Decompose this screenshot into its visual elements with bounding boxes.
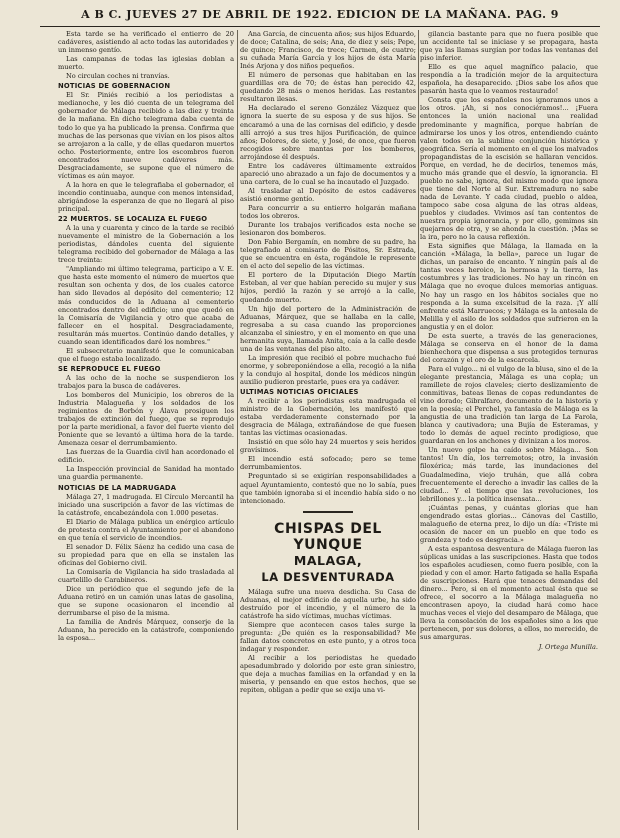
paragraph: Insistió en que sólo hay 24 muertos y seis heridos gravísimos. bbox=[240, 438, 416, 455]
paragraph: Don Fabio Bergamín, en nombre de su padre, ha telegrafiado al comisario de Pósitos, Sr. Estrada, que se encuentra en ésta, rogándole le represente en el acto del sepelio de las víctimas. bbox=[240, 238, 416, 271]
paragraph: gilancia bastante para que no fuera posible que un accidente tal se iniciase y se propagara, hasta que ya las llamas surgían por todas las ventanas del piso inferior. bbox=[420, 30, 598, 63]
section-heading: NOTICIAS DE LA MADRUGADA bbox=[58, 483, 177, 492]
column-separator bbox=[237, 30, 238, 830]
paragraph: El subsecretario manifestó que le comunicaban que el fuego estaba localizado. bbox=[58, 346, 234, 363]
section-heading: 22 MUERTOS. SE LOCALIZA EL FUEGO bbox=[58, 215, 208, 224]
section-heading: SE REPRODUCE EL FUEGO bbox=[58, 364, 161, 373]
paragraph: A la una y cuarenta y cinco de la tarde se recibió nuevamente el ministro de la Gobernación a los periodistas, dándoles cuenta del siguiente telegrama recibido del gobernador de Málaga a las trece treinta: bbox=[58, 224, 234, 265]
paragraph: Esta tarde se ha verificado el entierro de 20 cadáveres, asistiendo al acto todas las autoridades y un inmenso gentío. bbox=[58, 30, 234, 55]
ornament-divider bbox=[240, 508, 416, 516]
paragraph: Consta que los españoles nos ignoramos unos a los otros. ¡Ah, si nos conociéramos!... ¡Fuera entonces la unión nacional una realidad predominante y magnífica, porque habrían de admirarse los unos y los otros, entendiendo cuánto valen todos en la sublime conjunción histórica y geográfica. Sería el momento en el que los malvados propagandistas de la escisión se hallaran vencidos. Porque, en verdad, he de decirlos, tenemos más, mucho más grande que el desvío, la ignorancia. El pueblo no sabe, ignora, del mismo modo que ignora que tiene del Norte al Sur. Extremadura no sabe nada de Levante. Y cada ciudad, pueblo o aldea, tampoco sabe cosa alguna de las otras aldeas, pueblos y ciudades. Vivimos así tan contentos de nuestra propia ignorancia, y por ello, gemimos sin quejarnos de otra, y se ahonda la cuestión. ¡Mas se la ira, pero no la causa reflexión. bbox=[420, 96, 598, 242]
paragraph: A la hora en que le telegrafiaba el gobernador, el incendio continuaba, aunque con menos intensidad, abrigándose la esperanza de que no llegará al piso principal. bbox=[58, 180, 234, 213]
paragraph: ¡Cuántas penas, y cuántas glorias que han engendrado estas glorias... Cánovas del Castillo, malagueño de eterna prez, lo dijo un día: «Triste mi ocasión de nacer en un pueblo en que todo es grandeza y todo es desgracia.» bbox=[420, 503, 598, 544]
paragraph: A recibir a los periodistas esta madrugada el ministro de la Gobernación, les manifestó que estaba verdaderamente consternado por la desgracia de Málaga, extrañándose de que fuesen tantas las víctimas ocasionadas. bbox=[240, 397, 416, 438]
paragraph: Las campanas de todas las iglesias doblan a muerto. bbox=[58, 55, 234, 72]
paragraph: El número de personas que habitaban en las guardillas era de 70; de éstas han perecido 42, quedando 28 más o menos heridas. Las restantes resultaron ilesas. bbox=[240, 71, 416, 104]
header-rule bbox=[40, 26, 600, 27]
article-headline: CHISPAS DEL YUNQUE bbox=[274, 520, 382, 553]
paragraph: El incendio está sofocado; pero se teme derrumbamientos. bbox=[240, 455, 416, 472]
paragraph: La Comisaría de Vigilancia ha sido trasladada al cuartelillo de Carabineros. bbox=[58, 568, 234, 585]
paragraph: Ha declarado el sereno González Vázquez que ignora la suerte de su esposa y de sus hijos. Se encaramó a una de las cornisas del edificio, y desde allí arrojó a sus tres hijos Purificación, de quince años; Dolores, de siete, y José, de once, que fueron recogidos sobre mantas por los bomberos, arrojándose él después. bbox=[240, 104, 416, 161]
paragraph: Los bomberos del Municipio, los obreros de la Industria Malagueña y los soldados de los regimientos de Borbón y Álava prosiguen los trabajos de extinción del fuego, que se reprodujo por la parte meridional, a favor del fuerte viento del Poniente que se levantó a última hora de la tarde. Amenaza cesar el derrumbamiento. bbox=[58, 391, 234, 448]
article-headline: LA DESVENTURADA bbox=[261, 569, 395, 584]
paragraph: La impresión que recibió el pobre muchacho fué enorme, y sobreponiéndose a ella, recogió a la niña y la condujo al hospital, donde los médicos ningún auxilio pudieron prestarle, pues era ya cadáver. bbox=[240, 353, 416, 386]
paragraph: El Sr. Piniés recibió a los periodistas a medianoche, y les dió cuenta de un telegrama del gobernador de Málaga recibido a las diez y treinta de la mañana. En dicho telegrama daba cuenta de todo lo que ya ha publicado la prensa. Confirma que muchas de las personas que vivían en los pisos altos se arrojaron a la calle, y de ellas quedaron muertos ocho. Posteriormente, entre los escombros fueron encontrados nueve cadáveres más. Desgraciadamente, se supone que el número de víctimas es aún mayor. bbox=[58, 91, 234, 180]
paragraph: Preguntado si se exigirían responsabilidades a aquel Ayuntamiento, contestó que no lo sabía, pues que también ignoraba si el incendio había sido o no intencionado. bbox=[240, 472, 416, 505]
paragraph: Esta signifies que Málaga, la llamada en la canción «Málaga, la bella», parece un lugar de dichas, un paraíso de encanto. Y ningún país al de tantas veces heroico, la hermosa y la tierra, las costumbres y las tradiciones. No hay un rincón en Málaga que no evoque dulces memorias antiguas. No hay un rasgo en los hábitos sociales que no responda a la suma excelsitud de la raza. ¡Y allí enfrente está Marruecos; y Málaga es la antesala de Melilla y el asilo de los soldados que sufrieron en la angustia y en el dolor. bbox=[420, 242, 598, 331]
paragraph: Durante los trabajos verificados esta noche se lesionaron dos bomberos. bbox=[240, 221, 416, 238]
paragraph: De esta suerte, a través de las generaciones, Málaga se conserva en el honor de la dama bienhechora que dispensa a sus protegidos ternuras del corazón y el oro de la escarcela. bbox=[420, 331, 598, 364]
paragraph: Para concurrir a su entierro holgarán mañana todos los obreros. bbox=[240, 203, 416, 221]
ornament-line bbox=[303, 511, 353, 513]
paragraph: Málaga sufre una nueva desdicha. Su Casa de Aduanas, el mejor edificio de aquella urbe, ha sido destruído por el incendio, y el número de la catástrofe ha sido víctimas, muchas víctimas. bbox=[240, 587, 416, 620]
paragraph: El Diario de Málaga publica un enérgico artículo de protesta contra el Ayuntamiento por el abandono en que tenía el servicio de incendios. bbox=[58, 517, 234, 542]
paragraph: Las fuerzas de la Guardia civil han acordonado el edificio. bbox=[58, 448, 234, 465]
paragraph: Un nuevo golpe ha caído sobre Málaga... Son tantos! Un día, los terremotos; otro, la invasión filoxérica; más tarde, las inundaciones del Guadalmedina, viejo truhán, que allá cobra frecuentemente el derecho a invadir las calles de la ciudad... Y el tiempo que las revoluciones, los lebrillones y... la política insensata... bbox=[420, 446, 598, 503]
paragraph: A las ocho de la noche se suspendieron los trabajos para la busca de cadáveres. bbox=[58, 373, 234, 390]
section-heading: ULTIMAS NOTICIAS OFICIALES bbox=[240, 388, 359, 397]
paragraph: Ello es que aquel magnífico palacio, que respondía a la tradición mejor de la arquitectura española, ha desaparecido. ¡Dios sabe los años que pasarán hasta que lo veamos restaurado! bbox=[420, 63, 598, 96]
paragraph: El senador D. Félix Sáenz ha cedido una casa de su propiedad para que en ella se instalen las oficinas del Gobierno civil. bbox=[58, 542, 234, 567]
paragraph: Al trasladar al Depósito de estos cadáveres asistió enorme gentío. bbox=[240, 186, 416, 203]
paragraph: "Ampliando mi último telegrama, participo a V. E. que hasta este momento el número de muertos que resultan son ochenta y dos, de los cuales catorce han sido llevados al depósito del cementerio; 12 más conducidos de la Aduana al cementerio encontrados dentro del edificio; uno que quedó en la Comisaría de Vigilancia y otro que acaba de fallecer en el hospital. Desgraciadamente, resultarán más muertos. Continúo dando detalles, y cuando sean identificados daré los nombres." bbox=[58, 265, 234, 346]
paragraph: Siempre que acontecen casos tales surge la pregunta: ¿De quién es la responsabilidad? Me fallan datos concretos en este punto, y a otros toca indagar y responder. bbox=[240, 620, 416, 654]
paragraph: A esta espantosa desventura de Málaga fueron las súplicas unidas a las suscripciones. Hasta que todos los españoles acudiesen, como fuera posible, con la piedad y con el amor. Harto fatigada se halla España de suscripciones. Hará que tenaces demandas del dinero... Pero, si en el momento actual ésta que se ofrece, el socorro a la Málaga malagueña no encontrasen apoyo, la ciudad hará como hace muchas veces el viejo del desamparo de Málaga, que lleva la consolación de los españoles sino a los que pertenecen, por sus dolores, a ellos, no merecido, de sus amarguras. bbox=[420, 544, 598, 642]
paragraph: Dice un periódico que el segundo jefe de la Aduana retiró en un camión unas latas de gasolina, que se supone ocasionaron el incendio al derrumbarse el piso de la misma. bbox=[58, 585, 234, 618]
column-3 bbox=[420, 30, 598, 830]
paragraph: Málaga 27, 1 madrugada. El Círculo Mercantil ha iniciado una suscripción a favor de las víctimas de la catástrofe, encabezándola con 1.000 pesetas. bbox=[58, 492, 234, 517]
author-signature: J. Ortega Munilla. bbox=[538, 642, 598, 651]
section-heading: NOTICIAS DE GOBERNACION bbox=[58, 82, 171, 91]
paragraph: El portero de la Diputación Diego Martín Esteban, al ver que habían perecido su mujer y sus hijos, perdió la razón y se arrojó a la calle, quedando muerto. bbox=[240, 271, 416, 304]
paragraph: Al recibir a los periodistas he quedado apesadumbrado y dolorido por este gran siniestro, que deja a muchas familias en la orfandad y en la miseria, y pensando en que estos hechos, que se repiten, obligan a pedir que se exija una vi- bbox=[240, 654, 416, 695]
paragraph: Ana García, de cincuenta años; sus hijos Eduardo, de doce; Catalina, de seis; Ana, de diez y seis; Pepe, de quince; Francisco, de trece; Carmen, de cuatro; su cuñada María García y los hijos de ésta María Inés Arjona y dos niños pequeños. bbox=[240, 30, 416, 71]
column-1 bbox=[58, 30, 234, 830]
article-headline: MALAGA, bbox=[293, 552, 363, 568]
column-separator bbox=[418, 30, 419, 830]
column-2 bbox=[240, 30, 416, 830]
paragraph: La Inspección provincial de Sanidad ha montado una guardia permanente. bbox=[58, 465, 234, 482]
paragraph: Entre los cadáveres últimamente extraídos apareció uno abrazado a un fajo de documentos y a una cartera, de lo cual se ha incautado el Juzgado. bbox=[240, 161, 416, 186]
paragraph: No circulan coches ni tranvías. bbox=[66, 72, 170, 81]
paragraph: La familia de Andrés Márquez, conserje de la Aduana, ha perecido en la catástrofe, componiendo la esposa... bbox=[58, 618, 234, 643]
paragraph: Para el vulgo... ni el vulgo de la blusa, sino el de la elegante prestancia, Málaga es una copla; un ramillete de rojos claveles; cierto deslizamiento de conmitivas, bateas llenas de copas redundantes de vino dorado; Gibralfaro, documento de la historia y en la poesía; el Perchel, ya fantasía de Málaga es la angustia de una tradición tan larga de La Farola, blanca y cautivadora; una Bujía de Esteramas, y todo lo demás de aquel recinto prodigioso, que guardaran en los anchones y divinizan a los moros. bbox=[420, 364, 598, 446]
page-header: A B C. JUEVES 27 DE ABRIL DE 1922. EDICION DE LA MAÑANA. PAG. 9 bbox=[81, 8, 559, 21]
paragraph: Un hijo del portero de la Administración de Aduanas, Márquez, que se hallaba en la calle, regresaba a su casa cuando las proporciones alcanzaba el siniestro, y en el momento en que una hermanita suya, llamada Anita, caía a la calle desde una de las ventanas del piso alto. bbox=[240, 304, 416, 353]
